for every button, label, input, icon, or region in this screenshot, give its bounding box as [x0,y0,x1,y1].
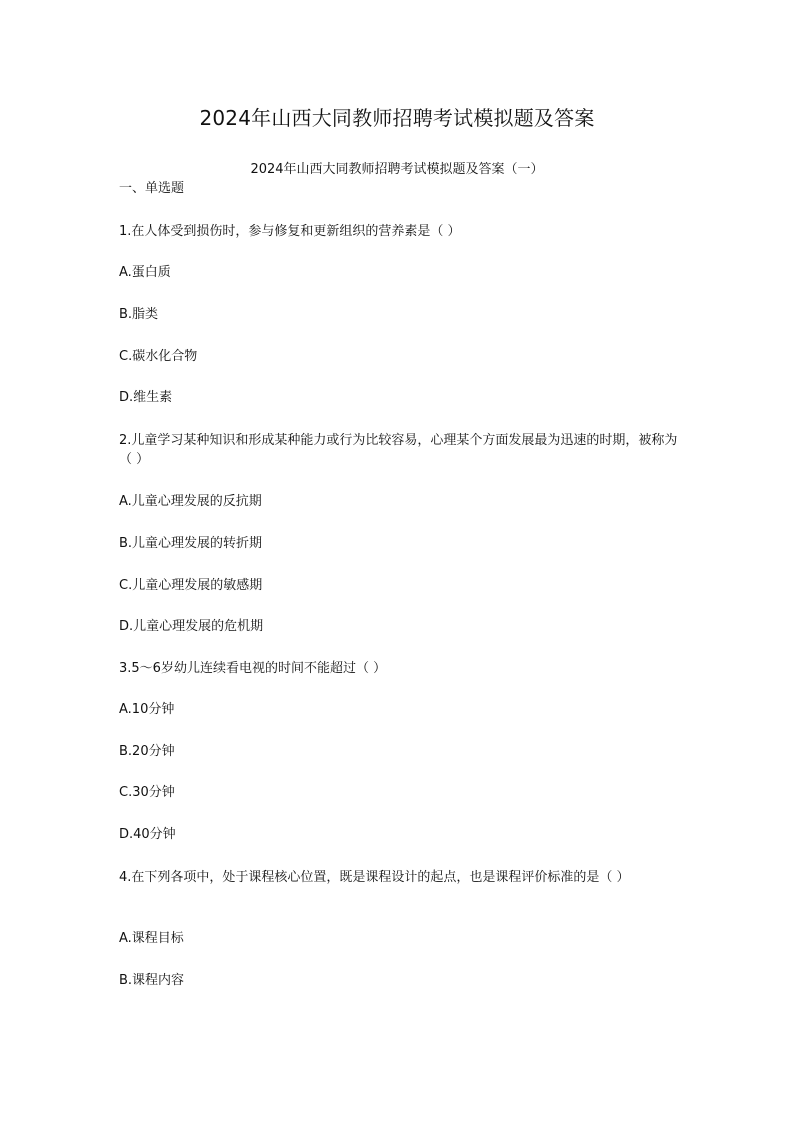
question-2-text: 2.儿童学习某种知识和形成某种能力或行为比较容易，心理某个方面发展最为迅速的时期，被称为（ ） [119,433,678,467]
question-3-option-c: C.30分钟 [119,785,175,800]
question-3-text: 3.5～6岁幼儿连续看电视的时间不能超过（ ） [119,661,387,676]
question-2-option-d: D.儿童心理发展的危机期 [119,619,264,634]
question-1-option-c: C.碳水化合物 [119,349,198,364]
document-subtitle: 2024年山西大同教师招聘考试模拟题及答案（一） [250,162,544,177]
question-3-option-b: B.20分钟 [119,744,175,759]
question-3-option-d: D.40分钟 [119,827,176,842]
question-1-option-d: D.维生素 [119,390,173,405]
question-2-option-b: B.儿童心理发展的转折期 [119,536,263,551]
question-2-option-c: C.儿童心理发展的敏感期 [119,578,263,593]
question-2-option-a: A.儿童心理发展的反抗期 [119,494,262,509]
question-1-option-a: A.蛋白质 [119,265,171,280]
section-heading: 一、单选题 [119,181,185,196]
question-4-option-b: B.课程内容 [119,973,185,988]
question-4-option-a: A.课程目标 [119,931,184,946]
question-1-text: 1.在人体受到损伤时，参与修复和更新组织的营养素是（ ） [119,224,461,239]
question-3-option-a: A.10分钟 [119,702,175,717]
question-4-text: 4.在下列各项中，处于课程核心位置，既是课程设计的起点，也是课程评价标准的是（ ） [119,870,630,885]
document-title: 2024年山西大同教师招聘考试模拟题及答案 [199,106,595,130]
question-1-option-b: B.脂类 [119,307,159,322]
